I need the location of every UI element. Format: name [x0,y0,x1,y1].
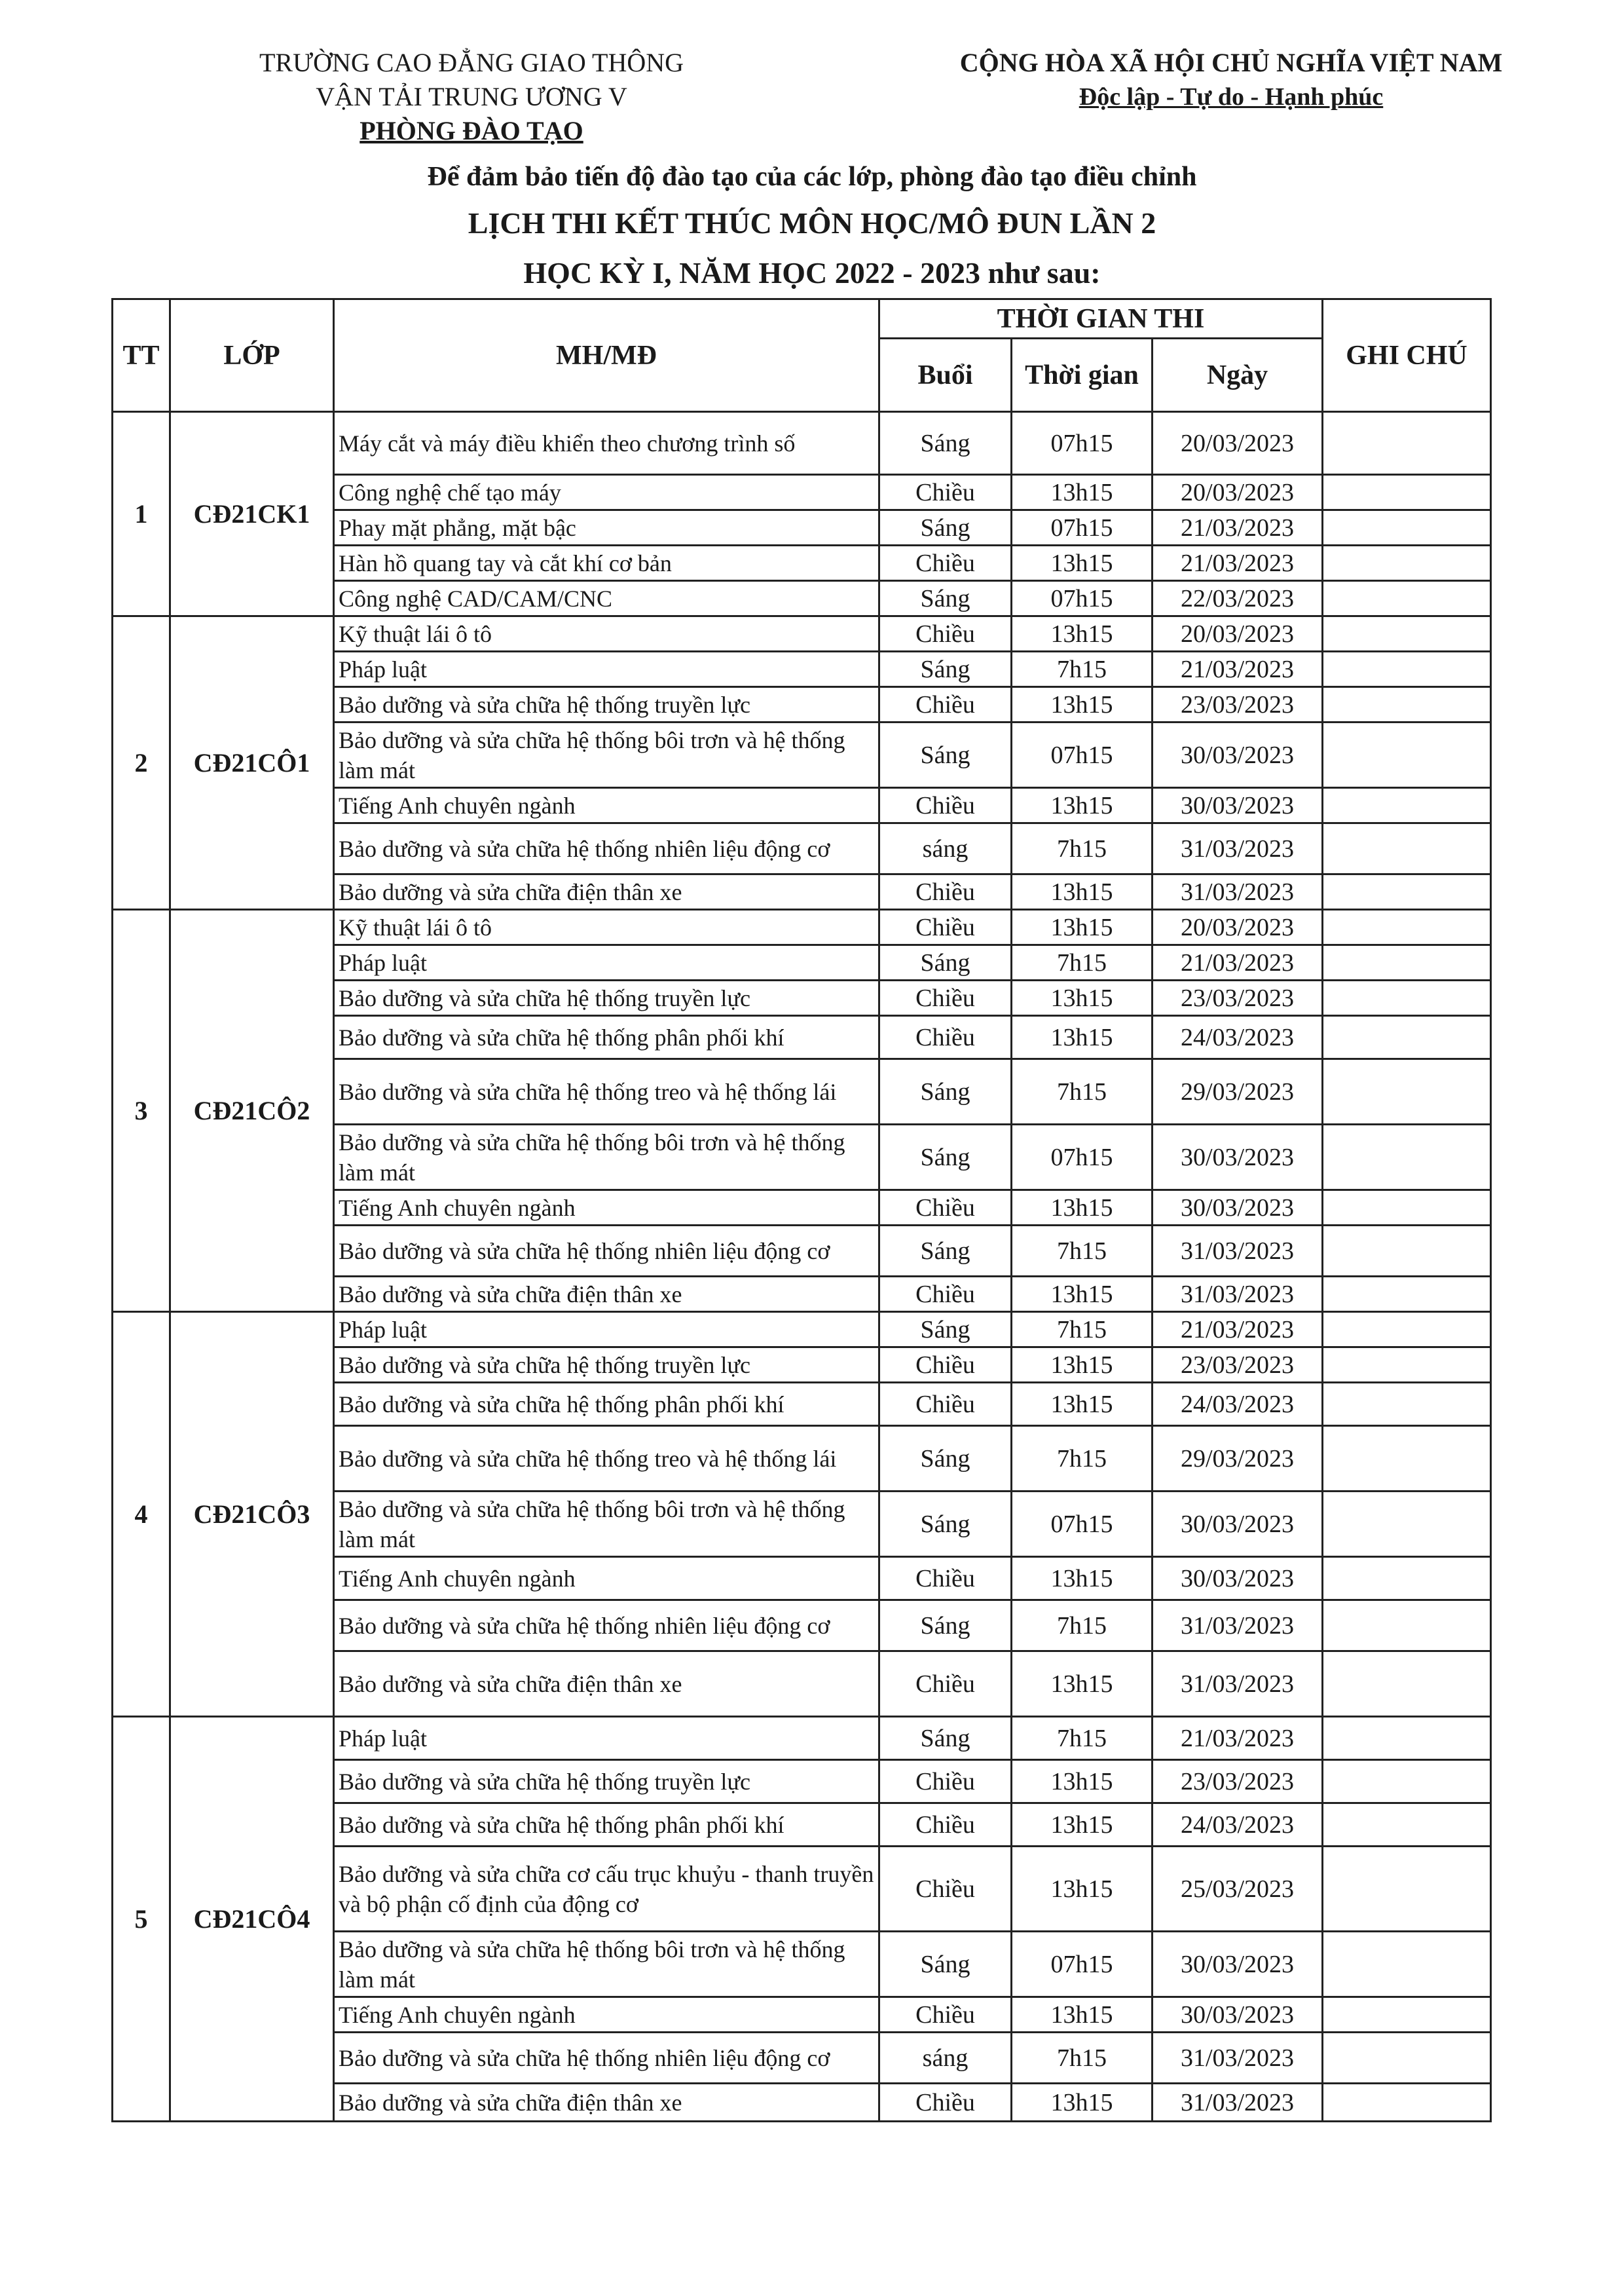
time-cell: 13h15 [1012,1016,1153,1059]
session-cell: Sáng [879,1717,1012,1760]
subject-cell: Hàn hồ quang tay và cắt khí cơ bản [334,546,879,581]
session-cell: Chiều [879,1997,1012,2033]
date-cell: 31/03/2023 [1153,2033,1323,2084]
date-cell: 24/03/2023 [1153,1803,1323,1847]
row-number: 3 [113,910,170,1312]
note-cell [1323,1997,1491,2033]
header-date: Ngày [1153,339,1323,412]
date-cell: 30/03/2023 [1153,1125,1323,1190]
note-cell [1323,1347,1491,1383]
intro-line: Để đảm bảo tiến độ đào tạo của các lớp, phòng đào tạo điều chỉnh [427,162,1197,192]
date-cell: 30/03/2023 [1153,1932,1323,1997]
subject-cell: Công nghệ CAD/CAM/CNC [334,581,879,616]
subject-cell: Máy cắt và máy điều khiển theo chương trình số [334,412,879,475]
session-cell: Sáng [879,1426,1012,1492]
note-cell [1323,1277,1491,1312]
subject-cell: Pháp luật [334,1717,879,1760]
time-cell: 13h15 [1012,1651,1153,1717]
note-cell [1323,616,1491,652]
session-cell: Sáng [879,945,1012,981]
note-cell [1323,1125,1491,1190]
document-subtitle: HỌC KỲ I, NĂM HỌC 2022 - 2023 như sau: [523,256,1101,290]
subject-cell: Bảo dưỡng và sửa chữa hệ thống phân phối khí [334,1016,879,1059]
session-cell: Sáng [879,1059,1012,1125]
note-cell [1323,1383,1491,1426]
session-cell: Sáng [879,510,1012,546]
time-cell: 7h15 [1012,2033,1153,2084]
header-session: Buổi [879,339,1012,412]
subject-cell: Công nghệ chế tạo máy [334,475,879,510]
session-cell: Chiều [879,1190,1012,1226]
class-code: CĐ21CK1 [170,412,334,616]
subject-cell: Bảo dưỡng và sửa chữa hệ thống truyền lực [334,687,879,723]
national-motto: Độc lập - Tự do - Hạnh phúc [1079,83,1384,111]
note-cell [1323,723,1491,788]
time-cell: 13h15 [1012,1277,1153,1312]
session-cell: Chiều [879,546,1012,581]
time-cell: 13h15 [1012,687,1153,723]
session-cell: Chiều [879,616,1012,652]
table-row [113,616,1491,652]
time-cell: 13h15 [1012,874,1153,910]
subject-cell: Kỹ thuật lái ô tô [334,616,879,652]
time-cell: 7h15 [1012,1717,1153,1760]
note-cell [1323,510,1491,546]
row-number: 1 [113,412,170,616]
note-cell [1323,652,1491,687]
time-cell: 13h15 [1012,788,1153,823]
subject-cell: Bảo dưỡng và sửa chữa hệ thống truyền lực [334,981,879,1016]
note-cell [1323,1426,1491,1492]
class-code: CĐ21CÔ3 [170,1312,334,1717]
time-cell: 13h15 [1012,1190,1153,1226]
date-cell: 24/03/2023 [1153,1016,1323,1059]
time-cell: 13h15 [1012,1997,1153,2033]
session-cell: Chiều [879,1016,1012,1059]
note-cell [1323,874,1491,910]
table-row [113,1717,1491,1760]
note-cell [1323,945,1491,981]
subject-cell: Kỹ thuật lái ô tô [334,910,879,945]
session-cell: Chiều [879,2084,1012,2122]
session-cell: Sáng [879,581,1012,616]
session-cell: Chiều [879,687,1012,723]
session-cell: Sáng [879,1492,1012,1557]
session-cell: Sáng [879,1226,1012,1277]
table-row [113,910,1491,945]
note-cell [1323,2084,1491,2122]
session-cell: Sáng [879,1125,1012,1190]
session-cell: Chiều [879,1383,1012,1426]
time-cell: 7h15 [1012,652,1153,687]
row-number: 2 [113,616,170,910]
class-code: CĐ21CÔ2 [170,910,334,1312]
date-cell: 21/03/2023 [1153,1312,1323,1347]
session-cell: Sáng [879,412,1012,475]
subject-cell: Bảo dưỡng và sửa chữa điện thân xe [334,1651,879,1717]
table-row [113,1312,1491,1347]
subject-cell: Pháp luật [334,1312,879,1347]
subject-cell: Tiếng Anh chuyên ngành [334,788,879,823]
national-title: CỘNG HÒA XÃ HỘI CHỦ NGHĨA VIỆT NAM [959,48,1503,77]
note-cell [1323,1651,1491,1717]
subject-cell: Bảo dưỡng và sửa chữa hệ thống truyền lực [334,1347,879,1383]
note-cell [1323,981,1491,1016]
time-cell: 07h15 [1012,1125,1153,1190]
session-cell: Chiều [879,1557,1012,1600]
session-cell: Chiều [879,1347,1012,1383]
subject-cell: Bảo dưỡng và sửa chữa điện thân xe [334,874,879,910]
date-cell: 23/03/2023 [1153,1760,1323,1803]
session-cell: Chiều [879,475,1012,510]
session-cell: Chiều [879,1277,1012,1312]
note-cell [1323,1847,1491,1932]
time-cell: 07h15 [1012,1932,1153,1997]
class-code: CĐ21CÔ4 [170,1717,334,2122]
subject-cell: Bảo dưỡng và sửa chữa hệ thống bôi trơn và hệ thống làm mát [334,1125,879,1190]
subject-cell: Bảo dưỡng và sửa chữa điện thân xe [334,1277,879,1312]
subject-cell: Bảo dưỡng và sửa chữa hệ thống nhiên liệu động cơ [334,2033,879,2084]
session-cell: sáng [879,823,1012,874]
subject-cell: Bảo dưỡng và sửa chữa hệ thống bôi trơn và hệ thống làm mát [334,723,879,788]
date-cell: 29/03/2023 [1153,1426,1323,1492]
note-cell [1323,823,1491,874]
date-cell: 30/03/2023 [1153,1997,1323,2033]
date-cell: 30/03/2023 [1153,1190,1323,1226]
date-cell: 22/03/2023 [1153,581,1323,616]
note-cell [1323,2033,1491,2084]
subject-cell: Tiếng Anh chuyên ngành [334,1190,879,1226]
subject-cell: Bảo dưỡng và sửa chữa hệ thống treo và hệ thống lái [334,1426,879,1492]
subject-cell: Phay mặt phẳng, mặt bậc [334,510,879,546]
session-cell: Chiều [879,1760,1012,1803]
note-cell [1323,1600,1491,1651]
department-name: PHÒNG ĐÀO TẠO [360,116,583,145]
subject-cell: Bảo dưỡng và sửa chữa cơ cấu trục khuỷu - thanh truyền và bộ phận cố định của động cơ [334,1847,879,1932]
time-cell: 13h15 [1012,1383,1153,1426]
note-cell [1323,1932,1491,1997]
date-cell: 30/03/2023 [1153,723,1323,788]
header-subject: MH/MĐ [334,299,879,412]
subject-cell: Tiếng Anh chuyên ngành [334,1557,879,1600]
time-cell: 13h15 [1012,1760,1153,1803]
header-time: Thời gian [1012,339,1153,412]
date-cell: 20/03/2023 [1153,412,1323,475]
header-tt: TT [113,299,170,412]
note-cell [1323,412,1491,475]
time-cell: 13h15 [1012,1557,1153,1600]
time-cell: 07h15 [1012,723,1153,788]
time-cell: 13h15 [1012,910,1153,945]
date-cell: 30/03/2023 [1153,788,1323,823]
note-cell [1323,475,1491,510]
session-cell: sáng [879,2033,1012,2084]
time-cell: 07h15 [1012,412,1153,475]
date-cell: 23/03/2023 [1153,981,1323,1016]
note-cell [1323,1059,1491,1125]
time-cell: 13h15 [1012,475,1153,510]
session-cell: Sáng [879,723,1012,788]
date-cell: 20/03/2023 [1153,475,1323,510]
time-cell: 07h15 [1012,581,1153,616]
time-cell: 13h15 [1012,546,1153,581]
schedule-body [113,412,1491,2122]
session-cell: Chiều [879,788,1012,823]
time-cell: 7h15 [1012,823,1153,874]
session-cell: Sáng [879,1932,1012,1997]
note-cell [1323,1717,1491,1760]
session-cell: Chiều [879,910,1012,945]
date-cell: 21/03/2023 [1153,945,1323,981]
subject-cell: Bảo dưỡng và sửa chữa hệ thống bôi trơn và hệ thống làm mát [334,1932,879,1997]
time-cell: 07h15 [1012,1492,1153,1557]
date-cell: 31/03/2023 [1153,2084,1323,2122]
session-cell: Sáng [879,1312,1012,1347]
note-cell [1323,1016,1491,1059]
time-cell: 7h15 [1012,1059,1153,1125]
note-cell [1323,1312,1491,1347]
note-cell [1323,1226,1491,1277]
session-cell: Chiều [879,1847,1012,1932]
subject-cell: Bảo dưỡng và sửa chữa hệ thống nhiên liệu động cơ [334,1226,879,1277]
time-cell: 13h15 [1012,981,1153,1016]
time-cell: 13h15 [1012,1347,1153,1383]
date-cell: 21/03/2023 [1153,510,1323,546]
note-cell [1323,1190,1491,1226]
date-cell: 29/03/2023 [1153,1059,1323,1125]
subject-cell: Pháp luật [334,945,879,981]
subject-cell: Bảo dưỡng và sửa chữa hệ thống nhiên liệu động cơ [334,823,879,874]
subject-cell: Tiếng Anh chuyên ngành [334,1997,879,2033]
exam-schedule-table [111,298,1492,2122]
note-cell [1323,1492,1491,1557]
date-cell: 31/03/2023 [1153,1277,1323,1312]
time-cell: 7h15 [1012,1600,1153,1651]
header-note: GHI CHÚ [1323,299,1491,412]
session-cell: Chiều [879,874,1012,910]
date-cell: 20/03/2023 [1153,616,1323,652]
row-number: 4 [113,1312,170,1717]
date-cell: 25/03/2023 [1153,1847,1323,1932]
session-cell: Sáng [879,1600,1012,1651]
time-cell: 13h15 [1012,1847,1153,1932]
session-cell: Chiều [879,1803,1012,1847]
date-cell: 23/03/2023 [1153,1347,1323,1383]
date-cell: 30/03/2023 [1153,1492,1323,1557]
time-cell: 7h15 [1012,1426,1153,1492]
subject-cell: Bảo dưỡng và sửa chữa hệ thống bôi trơn và hệ thống làm mát [334,1492,879,1557]
header-left [203,46,740,148]
subject-cell: Bảo dưỡng và sửa chữa hệ thống phân phối khí [334,1383,879,1426]
note-cell [1323,546,1491,581]
note-cell [1323,1557,1491,1600]
header-right [910,46,1552,114]
time-cell: 7h15 [1012,945,1153,981]
session-cell: Sáng [879,652,1012,687]
time-cell: 13h15 [1012,1803,1153,1847]
subject-cell: Bảo dưỡng và sửa chữa hệ thống truyền lực [334,1760,879,1803]
subject-cell: Pháp luật [334,652,879,687]
time-cell: 7h15 [1012,1312,1153,1347]
date-cell: 31/03/2023 [1153,874,1323,910]
note-cell [1323,581,1491,616]
document-title: LỊCH THI KẾT THÚC MÔN HỌC/MÔ ĐUN LẦN 2 [468,206,1156,240]
date-cell: 21/03/2023 [1153,652,1323,687]
date-cell: 20/03/2023 [1153,910,1323,945]
subject-cell: Bảo dưỡng và sửa chữa hệ thống nhiên liệu động cơ [334,1600,879,1651]
header-exam-time: THỜI GIAN THI [879,299,1323,339]
subject-cell: Bảo dưỡng và sửa chữa điện thân xe [334,2084,879,2122]
time-cell: 7h15 [1012,1226,1153,1277]
note-cell [1323,910,1491,945]
date-cell: 31/03/2023 [1153,1651,1323,1717]
date-cell: 31/03/2023 [1153,823,1323,874]
time-cell: 07h15 [1012,510,1153,546]
date-cell: 31/03/2023 [1153,1600,1323,1651]
school-name-line1: TRƯỜNG CAO ĐẲNG GIAO THÔNG [259,48,684,77]
session-cell: Chiều [879,981,1012,1016]
subject-cell: Bảo dưỡng và sửa chữa hệ thống phân phối khí [334,1803,879,1847]
note-cell [1323,687,1491,723]
date-cell: 21/03/2023 [1153,546,1323,581]
date-cell: 24/03/2023 [1153,1383,1323,1426]
school-name-line2: VẬN TẢI TRUNG ƯƠNG V [316,82,627,111]
time-cell: 13h15 [1012,616,1153,652]
date-cell: 31/03/2023 [1153,1226,1323,1277]
note-cell [1323,1760,1491,1803]
session-cell: Chiều [879,1651,1012,1717]
time-cell: 13h15 [1012,2084,1153,2122]
class-code: CĐ21CÔ1 [170,616,334,910]
date-cell: 21/03/2023 [1153,1717,1323,1760]
row-number: 5 [113,1717,170,2122]
subject-cell: Bảo dưỡng và sửa chữa hệ thống treo và hệ thống lái [334,1059,879,1125]
header-class: LỚP [170,299,334,412]
date-cell: 23/03/2023 [1153,687,1323,723]
note-cell [1323,1803,1491,1847]
table-row [113,412,1491,475]
date-cell: 30/03/2023 [1153,1557,1323,1600]
note-cell [1323,788,1491,823]
